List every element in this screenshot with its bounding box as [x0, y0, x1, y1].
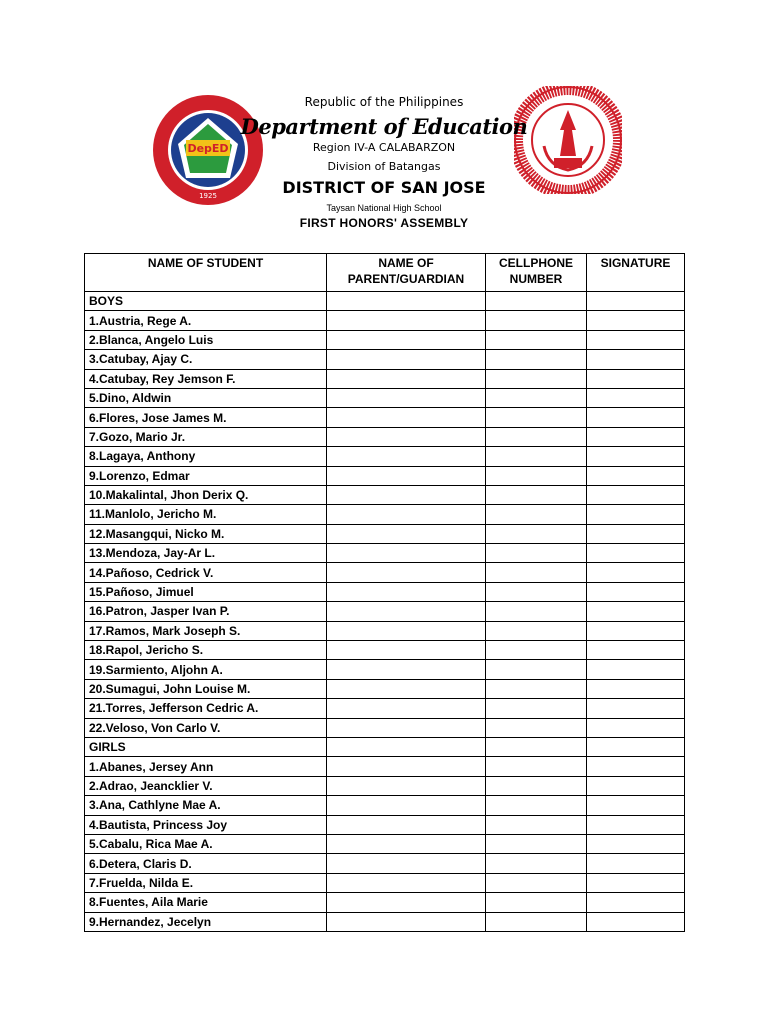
table-row: [85, 757, 685, 776]
section-row-boys: [85, 292, 685, 311]
table-row: [85, 815, 685, 834]
student-name: 7.Gozo, Mario Jr.: [85, 427, 327, 446]
student-name: 14.Pañoso, Cedrick V.: [85, 563, 327, 582]
signature-cell[interactable]: [587, 893, 685, 912]
signature-cell[interactable]: [587, 311, 685, 330]
parent-cell[interactable]: [327, 369, 486, 388]
student-name: 6.Detera, Claris D.: [85, 854, 327, 873]
table-row: [85, 447, 685, 466]
parent-cell[interactable]: [327, 350, 486, 369]
table-row: [85, 718, 685, 737]
cellphone-cell[interactable]: [486, 602, 587, 621]
student-name: 12.Masangqui, Nicko M.: [85, 524, 327, 543]
parent-cell[interactable]: [327, 757, 486, 776]
signature-cell[interactable]: [587, 292, 685, 311]
cellphone-cell[interactable]: [486, 505, 587, 524]
parent-cell[interactable]: [327, 912, 486, 931]
column-header-cellphone: CELLPHONE NUMBER: [486, 254, 587, 292]
signature-cell[interactable]: [587, 912, 685, 931]
student-name: 4.Bautista, Princess Joy: [85, 815, 327, 834]
signature-cell[interactable]: [587, 427, 685, 446]
cellphone-cell[interactable]: [486, 679, 587, 698]
parent-cell[interactable]: [327, 660, 486, 679]
student-name: 13.Mendoza, Jay-Ar L.: [85, 544, 327, 563]
signature-cell[interactable]: [587, 563, 685, 582]
svg-text:DepED: DepED: [187, 142, 229, 155]
cellphone-cell[interactable]: [486, 912, 587, 931]
cellphone-cell[interactable]: [486, 330, 587, 349]
table-row: [85, 621, 685, 640]
cellphone-cell[interactable]: [486, 873, 587, 892]
parent-cell[interactable]: [327, 544, 486, 563]
student-name: 9.Hernandez, Jecelyn: [85, 912, 327, 931]
division-line: Division of Batangas: [327, 160, 441, 173]
signature-cell[interactable]: [587, 718, 685, 737]
table-row: [85, 544, 685, 563]
student-name: 20.Sumagui, John Louise M.: [85, 679, 327, 698]
signature-cell[interactable]: [587, 621, 685, 640]
region-line: Region IV-A CALABARZON: [312, 141, 456, 154]
signature-cell[interactable]: [587, 330, 685, 349]
student-name: 6.Flores, Jose James M.: [85, 408, 327, 427]
table-row: [85, 485, 685, 504]
district-title: DISTRICT OF SAN JOSE: [282, 178, 486, 197]
table-row: [85, 369, 685, 388]
cellphone-cell[interactable]: [486, 796, 587, 815]
signature-cell[interactable]: [587, 679, 685, 698]
parent-cell[interactable]: [327, 311, 486, 330]
student-name: 5.Dino, Aldwin: [85, 388, 327, 407]
school-name: Taysan National High School: [326, 203, 442, 213]
parent-cell[interactable]: [327, 447, 486, 466]
table-row: [85, 854, 685, 873]
table-row: [85, 408, 685, 427]
cellphone-cell[interactable]: [486, 718, 587, 737]
event-title: FIRST HONORS' ASSEMBLY: [299, 216, 469, 230]
parent-cell[interactable]: [327, 292, 486, 311]
section-label: GIRLS: [85, 737, 327, 756]
document-header: [0, 0, 768, 240]
student-name: 21.Torres, Jefferson Cedric A.: [85, 699, 327, 718]
republic-line: Republic of the Philippines: [304, 95, 464, 109]
student-name: 17.Ramos, Mark Joseph S.: [85, 621, 327, 640]
table-row: [85, 873, 685, 892]
signature-cell[interactable]: [587, 388, 685, 407]
parent-cell[interactable]: [327, 679, 486, 698]
table-row: [85, 641, 685, 660]
cellphone-cell[interactable]: [486, 757, 587, 776]
parent-cell[interactable]: [327, 796, 486, 815]
student-name: 8.Fuentes, Aila Marie: [85, 893, 327, 912]
signature-cell[interactable]: [587, 699, 685, 718]
signature-cell[interactable]: [587, 447, 685, 466]
student-name: 8.Lagaya, Anthony: [85, 447, 327, 466]
student-name: 7.Fruelda, Nilda E.: [85, 873, 327, 892]
table-row: [85, 563, 685, 582]
table-body: [85, 292, 685, 932]
parent-cell[interactable]: [327, 854, 486, 873]
student-name: 18.Rapol, Jericho S.: [85, 641, 327, 660]
signature-cell[interactable]: [587, 369, 685, 388]
signature-cell[interactable]: [587, 408, 685, 427]
student-name: 2.Blanca, Angelo Luis: [85, 330, 327, 349]
student-name: 15.Pañoso, Jimuel: [85, 582, 327, 601]
signature-cell[interactable]: [587, 776, 685, 795]
signature-cell[interactable]: [587, 485, 685, 504]
signature-cell[interactable]: [587, 815, 685, 834]
parent-cell[interactable]: [327, 485, 486, 504]
parent-cell[interactable]: [327, 582, 486, 601]
cellphone-cell[interactable]: [486, 350, 587, 369]
signature-cell[interactable]: [587, 641, 685, 660]
table-row: [85, 388, 685, 407]
parent-cell[interactable]: [327, 408, 486, 427]
signature-cell[interactable]: [587, 796, 685, 815]
table-row: [85, 330, 685, 349]
cellphone-cell[interactable]: [486, 776, 587, 795]
signature-cell[interactable]: [587, 834, 685, 853]
cellphone-cell[interactable]: [486, 815, 587, 834]
student-name: 16.Patron, Jasper Ivan P.: [85, 602, 327, 621]
cellphone-cell[interactable]: [486, 388, 587, 407]
signature-cell[interactable]: [587, 544, 685, 563]
parent-cell[interactable]: [327, 641, 486, 660]
signature-cell[interactable]: [587, 757, 685, 776]
signature-cell[interactable]: [587, 737, 685, 756]
table-row: [85, 505, 685, 524]
svg-text:1925: 1925: [199, 192, 217, 200]
table-row: [85, 834, 685, 853]
cellphone-cell[interactable]: [486, 641, 587, 660]
student-name: 4.Catubay, Rey Jemson F.: [85, 369, 327, 388]
cellphone-cell[interactable]: [486, 524, 587, 543]
table-row: [85, 524, 685, 543]
signature-cell[interactable]: [587, 350, 685, 369]
signature-cell[interactable]: [587, 660, 685, 679]
cellphone-cell[interactable]: [486, 292, 587, 311]
cellphone-cell[interactable]: [486, 311, 587, 330]
cellphone-cell[interactable]: [486, 427, 587, 446]
cellphone-cell[interactable]: [486, 563, 587, 582]
signature-cell[interactable]: [587, 602, 685, 621]
parent-cell[interactable]: [327, 776, 486, 795]
table-row: [85, 582, 685, 601]
parent-cell[interactable]: [327, 524, 486, 543]
cellphone-cell[interactable]: [486, 893, 587, 912]
table-row: [85, 466, 685, 485]
cellphone-cell[interactable]: [486, 699, 587, 718]
table-row: [85, 602, 685, 621]
table-row: [85, 776, 685, 795]
parent-cell[interactable]: [327, 893, 486, 912]
signature-cell[interactable]: [587, 854, 685, 873]
table-row: [85, 893, 685, 912]
student-name: 3.Ana, Cathlyne Mae A.: [85, 796, 327, 815]
signature-cell[interactable]: [587, 466, 685, 485]
parent-cell[interactable]: [327, 621, 486, 640]
parent-cell[interactable]: [327, 330, 486, 349]
column-header-student: NAME OF STUDENT: [85, 254, 327, 292]
attendance-table: [84, 253, 685, 932]
table-row: [85, 350, 685, 369]
cellphone-cell[interactable]: [486, 737, 587, 756]
parent-cell[interactable]: [327, 718, 486, 737]
department-title: Department of Education: [240, 114, 528, 139]
cellphone-cell[interactable]: [486, 660, 587, 679]
column-header-parent: NAME OF PARENT/GUARDIAN: [327, 254, 486, 292]
student-name: 22.Veloso, Von Carlo V.: [85, 718, 327, 737]
signature-cell[interactable]: [587, 582, 685, 601]
parent-cell[interactable]: [327, 505, 486, 524]
parent-cell[interactable]: [327, 737, 486, 756]
cellphone-cell[interactable]: [486, 854, 587, 873]
parent-cell[interactable]: [327, 815, 486, 834]
parent-cell[interactable]: [327, 873, 486, 892]
cellphone-cell[interactable]: [486, 369, 587, 388]
table-row: [85, 699, 685, 718]
signature-cell[interactable]: [587, 505, 685, 524]
column-header-signature: SIGNATURE: [587, 254, 685, 292]
parent-cell[interactable]: [327, 466, 486, 485]
cellphone-cell[interactable]: [486, 621, 587, 640]
student-name: 3.Catubay, Ajay C.: [85, 350, 327, 369]
table-row: [85, 912, 685, 931]
student-name: 1.Austria, Rege A.: [85, 311, 327, 330]
parent-cell[interactable]: [327, 563, 486, 582]
parent-cell[interactable]: [327, 388, 486, 407]
parent-cell[interactable]: [327, 427, 486, 446]
section-label: BOYS: [85, 292, 327, 311]
table-row: [85, 796, 685, 815]
student-name: 10.Makalintal, Jhon Derix Q.: [85, 485, 327, 504]
signature-cell[interactable]: [587, 873, 685, 892]
cellphone-cell[interactable]: [486, 544, 587, 563]
student-name: 2.Adrao, Jeancklier V.: [85, 776, 327, 795]
table-row: [85, 311, 685, 330]
cellphone-cell[interactable]: [486, 485, 587, 504]
table-row: [85, 427, 685, 446]
parent-cell[interactable]: [327, 602, 486, 621]
cellphone-cell[interactable]: [486, 447, 587, 466]
cellphone-cell[interactable]: [486, 408, 587, 427]
cellphone-cell[interactable]: [486, 466, 587, 485]
parent-cell[interactable]: [327, 834, 486, 853]
cellphone-cell[interactable]: [486, 834, 587, 853]
section-row-girls: [85, 737, 685, 756]
student-name: 9.Lorenzo, Edmar: [85, 466, 327, 485]
parent-cell[interactable]: [327, 699, 486, 718]
student-name: 5.Cabalu, Rica Mae A.: [85, 834, 327, 853]
table-header-row: [85, 254, 685, 292]
student-name: 1.Abanes, Jersey Ann: [85, 757, 327, 776]
cellphone-cell[interactable]: [486, 582, 587, 601]
table-row: [85, 660, 685, 679]
signature-cell[interactable]: [587, 524, 685, 543]
student-name: 11.Manlolo, Jericho M.: [85, 505, 327, 524]
student-name: 19.Sarmiento, Aljohn A.: [85, 660, 327, 679]
table-row: [85, 679, 685, 698]
